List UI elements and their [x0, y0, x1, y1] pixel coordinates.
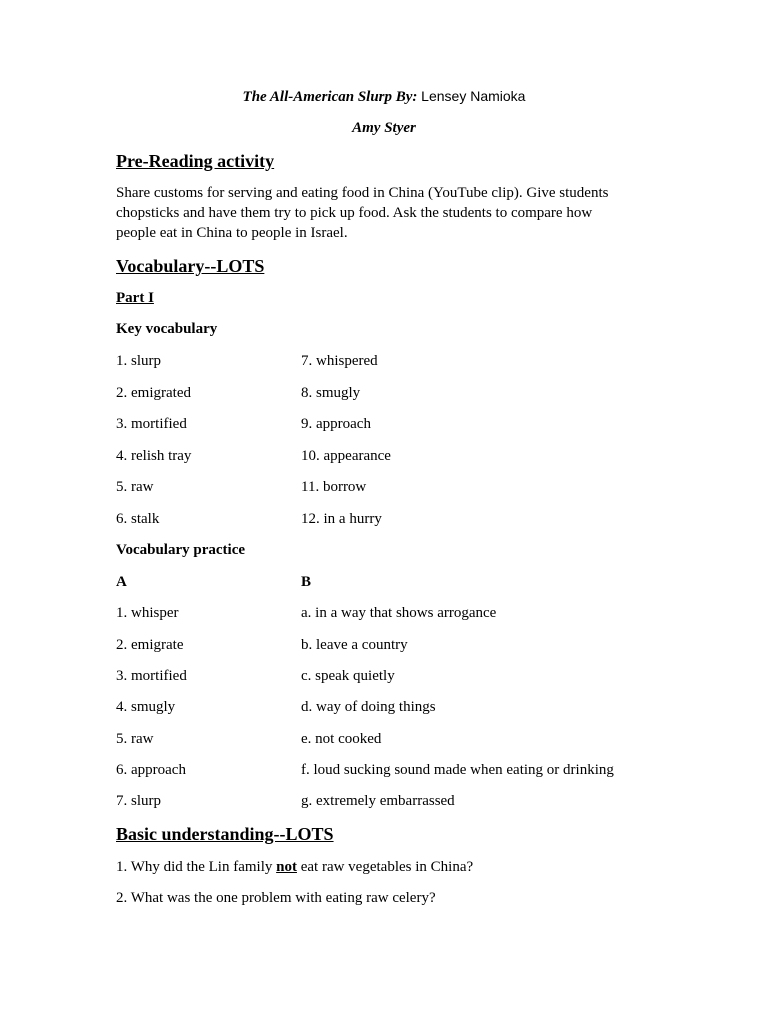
vocabulary-practice-heading: Vocabulary practice	[116, 542, 246, 558]
vocab-term: 12. in a hurry	[301, 511, 382, 527]
paragraph-line: chopsticks and have them try to pick up food. Ask the students to compare how	[116, 205, 593, 221]
vocab-term: 5. raw	[116, 479, 154, 495]
key-vocab-row	[0, 478, 768, 496]
practice-row	[0, 698, 768, 716]
key-vocab-row	[0, 447, 768, 465]
vocab-term: 6. stalk	[116, 511, 160, 527]
key-vocab-row	[0, 384, 768, 402]
vocab-term: 1. slurp	[116, 353, 161, 369]
vocab-term: 4. relish tray	[116, 448, 192, 464]
vocab-term: 3. mortified	[116, 416, 187, 432]
practice-row	[0, 730, 768, 748]
practice-row	[0, 761, 768, 779]
question-1-end: eat raw vegetables in China?	[296, 859, 474, 875]
practice-row	[0, 792, 768, 810]
column-b-label: B	[301, 574, 312, 590]
practice-row	[0, 667, 768, 685]
practice-row	[0, 636, 768, 654]
basic-understanding-heading: Basic understanding--LOTS	[116, 824, 334, 844]
question-1	[116, 858, 473, 876]
practice-word: 3. mortified	[116, 668, 187, 684]
practice-word: 4. smugly	[116, 699, 176, 715]
key-vocab-row	[0, 510, 768, 528]
vocab-term: 8. smugly	[301, 385, 361, 401]
title-text: The All-American Slurp By:	[242, 89, 418, 105]
question-1-start: 1. Why did the Lin family	[116, 859, 277, 875]
vocab-term: 9. approach	[301, 416, 371, 432]
practice-definition: c. speak quietly	[301, 668, 395, 684]
practice-word: 7. slurp	[116, 793, 161, 809]
practice-definition: f. loud sucking sound made when eating or drinking	[301, 762, 614, 778]
question-1-emphasis: not	[276, 859, 297, 875]
vocab-term: 11. borrow	[301, 479, 367, 495]
prereading-paragraph	[116, 183, 636, 243]
vocabulary-heading: Vocabulary--LOTS	[116, 256, 265, 276]
practice-definition: g. extremely embarrassed	[301, 793, 455, 809]
part-heading: Part I	[116, 290, 154, 306]
practice-column-headers	[0, 573, 768, 591]
paragraph-line: people eat in China to people in Israel.	[116, 225, 348, 241]
practice-word: 6. approach	[116, 762, 186, 778]
practice-definition: e. not cooked	[301, 731, 382, 747]
story-author: Lensey Namioka	[421, 88, 526, 104]
prereading-heading: Pre-Reading activity	[116, 151, 275, 171]
practice-row	[0, 604, 768, 622]
vocab-term: 2. emigrated	[116, 385, 191, 401]
practice-definition: d. way of doing things	[301, 699, 436, 715]
key-vocab-row	[0, 415, 768, 433]
document-title	[0, 87, 768, 106]
submitted-by: Amy Styer	[352, 120, 416, 136]
vocab-term: 7. whispered	[301, 353, 378, 369]
paragraph-line: Share customs for serving and eating food in China (YouTube clip). Give students	[116, 185, 609, 201]
key-vocabulary-heading: Key vocabulary	[116, 321, 218, 337]
question-2: 2. What was the one problem with eating raw celery?	[116, 890, 436, 906]
key-vocab-row	[0, 352, 768, 370]
practice-word: 1. whisper	[116, 605, 179, 621]
practice-definition: a. in a way that shows arrogance	[301, 605, 497, 621]
column-a-label: A	[116, 574, 127, 590]
practice-word: 2. emigrate	[116, 637, 184, 653]
vocab-term: 10. appearance	[301, 448, 391, 464]
practice-definition: b. leave a country	[301, 637, 408, 653]
practice-word: 5. raw	[116, 731, 154, 747]
